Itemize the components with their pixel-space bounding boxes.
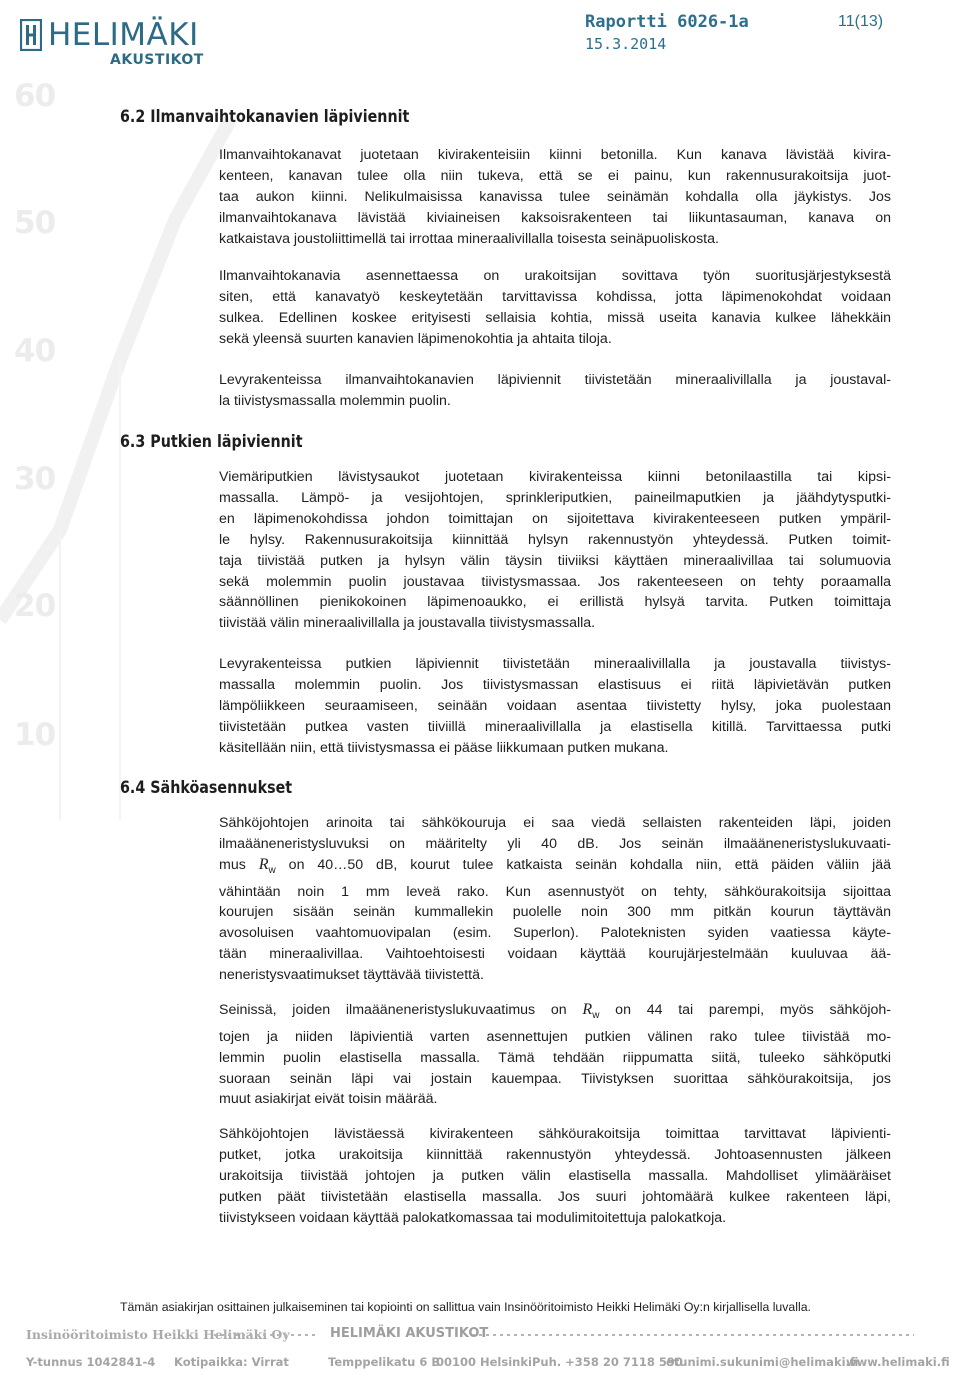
paragraph — [219, 467, 891, 634]
text-line: kourujen sisään seinän kummallekin puolelle noin 300 mm pitkän kourun täyttävän — [219, 904, 891, 921]
footer-company-name: Insinööritoimisto Heikki Helimäki Oy — [26, 1327, 290, 1342]
text-line: urakoitsija tiivistää johtojen ja putken välin elastisella massalla. Mahdolliset ylimääräiset — [219, 1167, 891, 1184]
page-number: 11(13) — [838, 13, 884, 30]
company-logo — [20, 17, 220, 69]
text-line: Ilmanvaihtokanavat juotetaan kivirakenteisiin kiinni betonilla. Kun kanava lävistää kivira- — [219, 147, 891, 163]
footer-business-id: Y-tunnus 1042841-4 — [26, 1355, 156, 1369]
report-title: Raportti 6026-1a — [585, 12, 749, 32]
text-line: sekä molemmin puolin joustavaa tiivistysmassaa. Jos rakenteeseen on tehty poraamalla — [219, 573, 891, 590]
logo-mark-icon — [20, 19, 42, 51]
text-line-with-symbol — [219, 1000, 891, 1027]
paragraph — [219, 370, 891, 412]
footer-address: Temppelikatu 6 B — [328, 1355, 441, 1369]
text-line: lemmin puolin elastisella massalla. Tämä tehdään riippumatta siitä, tuleeko sähköputki — [219, 1049, 891, 1066]
text-line: säännöllinen pienikokoinen läpimenoaukko, ei erillistä hylsyä tarvita. Putken toimittaja — [219, 594, 891, 611]
text-line: neneristysvaatimukset täyttävää tiivistettä. — [219, 967, 484, 984]
text-line: le hylsy. Rakennusurakoitsija kiinnittää hylsyn rakennustyön yhteydessä. Putken toimit- — [219, 531, 891, 548]
paragraph — [219, 813, 891, 986]
text-fragment: on 40…50 dB, kourut tulee katkaista seinän kohdalla niin, että päiden väliin jää — [275, 856, 891, 873]
text-line: la tiivistysmassalla molemmin puolin. — [219, 392, 451, 409]
text-line: Sähköjohtojen arinoita tai sähkökouruja ei saa viedä sellaisten rakenteiden läpi, joiden — [219, 815, 891, 831]
text-line: taja tiivistää putken ja hylsyn välin täysin tiiviiksi käyttäen mineraalivillaa tai solumuovia — [219, 552, 891, 569]
text-line: tiivistää välin mineraalivillalla ja joustavalla tiivistysmassalla. — [219, 615, 596, 632]
text-line: en läpimenokohdissa johdon toimittajan on sijoitettava kivirakenteeseen putken ympäril- — [219, 510, 891, 527]
text-line: putket, jotka urakoitsija kiinnittää rakennustyön yhteydessä. Johtoasennusten jälkeen — [219, 1146, 891, 1163]
section-heading-6-3: 6.3 Putkien läpiviennit — [120, 432, 303, 452]
text-fragment: on 44 tai parempi, myös sähköjoh- — [599, 1002, 892, 1018]
watermark-tick: 30 — [14, 461, 56, 497]
text-line: siten, että kanavatyö keskeytetään tarvittavissa kohdissa, jotta läpimenokohdat voidaan — [219, 288, 891, 305]
paragraph — [219, 1000, 891, 1110]
footer-domicile: Kotipaikka: Virrat — [174, 1355, 289, 1369]
text-line: tään mineraalivillaa. Vaihtoehtoisesti voidaan käyttää kourujärjestelmään kuuluvaa ää- — [219, 946, 891, 963]
text-line-with-symbol — [219, 855, 891, 882]
symbol-subscript: w — [268, 864, 276, 876]
paragraph — [219, 1124, 891, 1229]
section-heading-6-4: 6.4 Sähköasennukset — [120, 778, 293, 798]
symbol-r: R — [258, 855, 269, 873]
section-heading-6-2: 6.2 Ilmanvaihtokanavien läpiviennit — [120, 107, 410, 127]
text-line: Levyrakenteissa ilmanvaihtokanavien läpiviennit tiivistetään mineraalivillalla ja joustaval- — [219, 372, 891, 388]
text-line: Levyrakenteissa putkien läpiviennit tiivistetään mineraalivillalla ja joustavalla tiivistys- — [219, 656, 891, 672]
paragraph — [219, 145, 891, 250]
text-line: tojen ja niiden läpivientiä varten asennettujen putkien välinen rako tulee tiivistää mo- — [219, 1028, 891, 1045]
text-line: Viemäriputkien lävistysaukot juotetaan kivirakenteissa kiinni betonilaastilla tai kipsi- — [219, 469, 891, 485]
watermark-tick: 10 — [14, 717, 56, 753]
text-line: muut asiakirjat eivät toisin määrää. — [219, 1091, 438, 1108]
text-line: käsitellään niin, että tiivistysmassa ei pääse liikkumaan putken mukana. — [219, 739, 669, 756]
text-line: Ilmanvaihtokanavia asennettaessa on urakoitsijan sovittava työn suoritusjärjestyksestä — [219, 268, 891, 284]
report-date: 15.3.2014 — [585, 35, 667, 53]
text-line: avosoluisen vaahtomuovipalan (esim. Superlon). Paloteknisten syiden vaatiessa käyte- — [219, 925, 891, 942]
text-line: kenteen, kanavan tulee olla niin tukeva, että se ei painu, kun rakennusurakoitsija juot- — [219, 167, 891, 184]
paragraph — [219, 654, 891, 759]
watermark-tick: 20 — [14, 588, 56, 624]
text-line: ilmaääneneristysluvuksi on määritelty yli 40 dB. Jos seinän ilmaääneneristyslukuvaati- — [219, 835, 891, 852]
text-line: vähintään noin 1 mm leveä rako. Kun asennustyöt on tehty, sähköurakoitsija sijoittaa — [219, 883, 891, 900]
footer-copyright-note: Tämän asiakirjan osittainen julkaiseminen tai kopiointi on sallittua vain Insinööritoimisto Heikki Helimäki Oy:n kirjallisella luvalla. — [120, 1300, 811, 1314]
text-line: katkaistava joustoliittimellä tai irrottaa mineraalivillalla toisesta seinäpuoliskosta. — [219, 230, 719, 247]
text-line: tiivistetään putkea vasten tiiviillä mineraalivillalla ja elastisella kitillä. Tarvittaessa putki — [219, 718, 891, 735]
footer-email: etunimi.sukunimi@helimaki.fi — [666, 1355, 859, 1369]
watermark-tick: 40 — [14, 333, 56, 369]
watermark-tick: 50 — [14, 205, 56, 241]
text-line: massalla. Lämpö- ja vesijohtojen, sprinkleriputkien, paineilmaputkien ja jäähdytysputki- — [219, 489, 891, 506]
text-fragment: mus — [219, 856, 259, 873]
text-line: sekä yleensä suurten kanavien läpimenokohtia ja ahtaita tiloja. — [219, 330, 612, 347]
footer-contact-row — [26, 1355, 950, 1373]
text-line: massalla molemmin puolin. Jos tiivistysmassan elastisuus ei riitä läpivietävän putken — [219, 676, 891, 693]
text-line: tiivistykseen voidaan käyttää palokatkomassaa tai modulimitoitettuja palokatkoja. — [219, 1209, 727, 1226]
text-line: sulkea. Edellinen koskee erityisesti sellaisia kohtia, missä useita kanavia kulkee lähekkäin — [219, 309, 891, 326]
text-line: taa aukon kiinni. Nelikulmaisissa kanavissa tulee seinämän kohdalla olla jäykistys. Jos — [219, 188, 891, 205]
text-line: lämpöliikkeen seuraamiseen, seinään voidaan asentaa tiivistetty hylsy, joka puolestaan — [219, 697, 891, 714]
footer-phone: Puh. +358 20 7118 590 — [532, 1355, 683, 1369]
footer-website: www.helimaki.fi — [846, 1355, 950, 1369]
logo-name: HELIMÄKI — [48, 17, 199, 53]
text-fragment: Seinissä, joiden ilmaääneneristyslukuvaatimus on — [219, 1002, 583, 1018]
logo-subtitle: AKUSTIKOT — [110, 52, 204, 68]
text-line: putken päät tiivistetään elastisella massalla. Jos suuri johtomäärä kulkee rakenteen läpi, — [219, 1188, 891, 1205]
text-line: suoraan seinän läpi vai jostain kauempaa. Tiivistyksen suorittaa sähköurakoitsija, jos — [219, 1070, 891, 1087]
footer-city: 00100 Helsinki — [436, 1355, 532, 1369]
watermark-tick: 60 — [14, 78, 56, 114]
footer-brand: HELIMÄKI AKUSTIKOT — [330, 1326, 489, 1341]
symbol-subscript: w — [592, 1009, 600, 1021]
symbol-r: R — [582, 1001, 593, 1018]
paragraph — [219, 266, 891, 350]
footer-dotted-rule — [214, 1334, 914, 1336]
text-line: ilmanvaihtokanava lävistää kiviaineisen kaksoisrakenteen tai liikuntasauman, kanava on — [219, 209, 891, 226]
text-line: Sähköjohtojen lävistäessä kivirakenteen sähköurakoitsija toimittaa tarvittavat läpivienti- — [219, 1126, 891, 1142]
